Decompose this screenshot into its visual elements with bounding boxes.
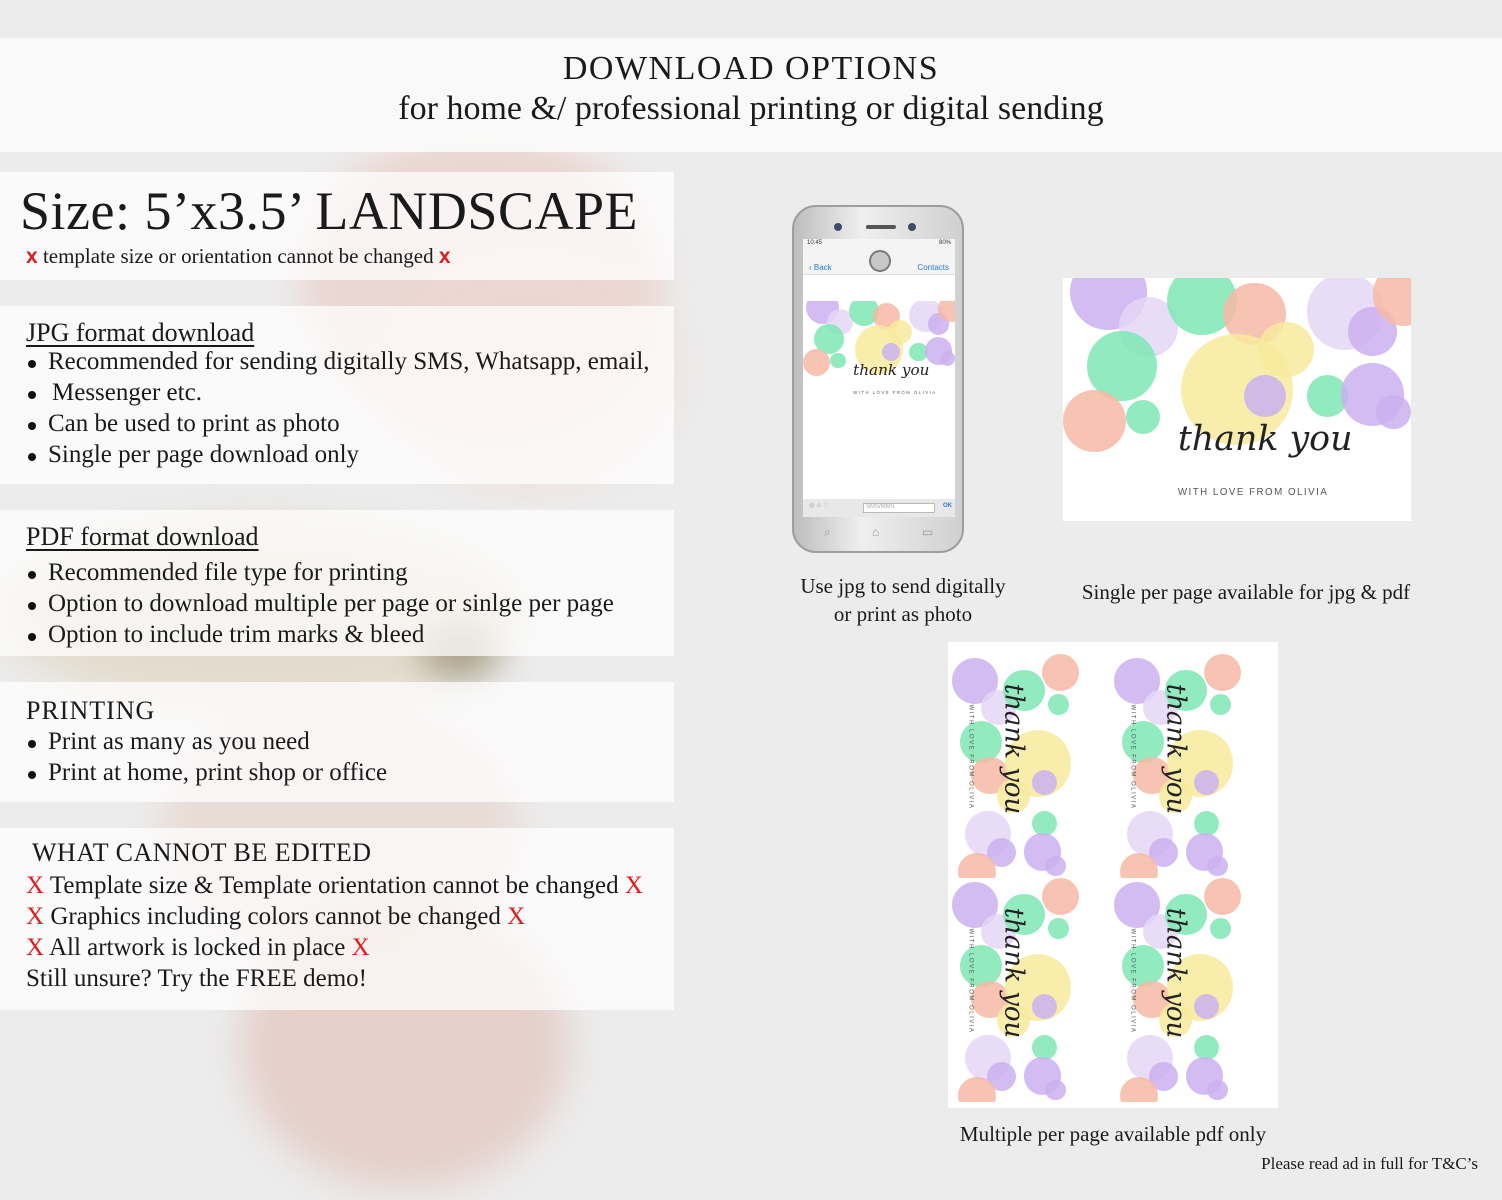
- card-signature: WITH LOVE FROM OLIVIA: [1129, 704, 1136, 810]
- message-input[interactable]: SMS/MMS: [863, 503, 935, 513]
- decor-circle: [1376, 395, 1411, 430]
- card-signature: WITH LOVE FROM OLIVIA: [967, 704, 974, 810]
- card-preview-mini: [952, 878, 1112, 1102]
- card-signature: WITH LOVE FROM OLIVIA: [967, 928, 974, 1034]
- decor-circle: [1194, 1035, 1219, 1060]
- decor-circle: [1045, 1080, 1066, 1101]
- message-bar: [803, 499, 955, 517]
- decor-circle: [1210, 918, 1231, 939]
- card-script-text: thank you: [1177, 418, 1353, 459]
- list-item: Option to include trim marks & bleed: [26, 619, 614, 650]
- size-note-text: template size or orientation cannot be changed: [42, 244, 434, 268]
- list-item: Can be used to print as photo: [26, 408, 650, 439]
- decor-circle: [1048, 918, 1069, 939]
- card-script-text: thank you: [1160, 683, 1191, 815]
- cannot-edit-lines: [26, 870, 643, 994]
- list-item: Recommended file type for printing: [26, 557, 614, 588]
- jpg-title: JPG format download: [26, 318, 255, 347]
- decor-circle: [1045, 856, 1066, 877]
- demo-line: Still unsure? Try the FREE demo!: [26, 965, 367, 992]
- status-time: 10:45: [807, 240, 823, 246]
- page-title: DOWNLOAD OPTIONS: [562, 50, 940, 87]
- card-preview-mini: [1114, 878, 1274, 1102]
- decor-circle: [940, 351, 955, 366]
- speaker-icon: [866, 225, 896, 229]
- pdf-list: [26, 557, 614, 650]
- decor-circle: [1048, 694, 1069, 715]
- card-preview-mini: [1114, 654, 1274, 878]
- cannot-edit-panel: [0, 828, 674, 1010]
- list-item: Option to download multiple per page or sinlge per page: [26, 588, 614, 619]
- decor-circle: [1042, 654, 1079, 691]
- phone-home-buttons: [806, 525, 954, 545]
- pdf-title: PDF format download: [26, 522, 259, 551]
- decor-circle: [1063, 390, 1126, 453]
- decor-circle: [1122, 945, 1164, 987]
- list-item: Print as many as you need: [26, 726, 387, 757]
- x-mark: x: [26, 245, 38, 268]
- phone-screen: [803, 239, 955, 517]
- list-item: Recommended for sending digitally SMS, Whatsapp, email,: [26, 346, 650, 377]
- restriction-line: X All artwork is locked in place X: [26, 934, 370, 961]
- camera-icon: [834, 223, 842, 231]
- search-icon: ⌕: [824, 525, 831, 539]
- multi-page-sheet: [948, 642, 1278, 1108]
- menu-icon: ▭: [922, 525, 934, 539]
- decor-circle: [960, 721, 1002, 763]
- footnote: Please read ad in full for T&C’s: [1261, 1154, 1478, 1173]
- avatar: [869, 250, 891, 272]
- header-banner: [0, 38, 1502, 152]
- x-mark: x: [438, 245, 451, 268]
- card-preview-phone: [803, 301, 955, 405]
- card-script-text: thank you: [853, 361, 930, 380]
- jpg-panel: [0, 306, 674, 484]
- decor-circle: [1122, 721, 1164, 763]
- restriction-line: X Template size & Template orientation cannot be changed X: [26, 872, 643, 899]
- decor-circle: [1204, 654, 1241, 691]
- card-preview-single: [1063, 278, 1411, 521]
- phone-earpiece: [834, 225, 926, 235]
- status-bar: [803, 239, 955, 249]
- size-note: [26, 244, 451, 269]
- decor-circle: [1126, 400, 1161, 435]
- list-item: Single per page download only: [26, 439, 650, 470]
- decor-circle: [1207, 856, 1228, 877]
- contacts-button[interactable]: Contacts: [917, 263, 949, 272]
- decor-circle: [1032, 1035, 1057, 1060]
- decor-circle: [882, 343, 900, 361]
- card-script-text: thank you: [998, 683, 1029, 815]
- page-subtitle: for home &/ professional printing or digital sending: [398, 90, 1104, 127]
- single-caption: Single per page available for jpg & pdf: [1081, 580, 1411, 604]
- cannot-edit-title: WHAT CANNOT BE EDITED: [32, 838, 372, 867]
- printing-title: PRINTING: [26, 696, 156, 725]
- status-battery: 80%: [938, 240, 951, 246]
- decor-circle: [1244, 375, 1286, 417]
- card-signature: WITH LOVE FROM OLIVIA: [1177, 486, 1329, 498]
- phone-mockup: [792, 205, 964, 553]
- camera-icon: [908, 223, 916, 231]
- decor-circle: [960, 945, 1002, 987]
- pdf-panel: [0, 510, 674, 656]
- decor-circle: [1032, 811, 1057, 836]
- printing-list: [26, 726, 387, 788]
- size-title: Size: 5’x3.5’ LANDSCAPE: [20, 181, 638, 241]
- phone-caption: Use jpg to send digitally or print as photo: [800, 574, 1006, 626]
- printing-panel: [0, 682, 674, 802]
- messages-navbar: [803, 249, 955, 275]
- decor-circle: [803, 349, 830, 376]
- jpg-list: [26, 346, 650, 470]
- camera-icon[interactable]: ◎ ☺ ♡: [809, 503, 830, 509]
- card-signature: WITH LOVE FROM OLIVIA: [853, 390, 937, 396]
- decor-circle: [1204, 878, 1241, 915]
- list-item: Print at home, print shop or office: [26, 757, 387, 788]
- home-icon: ⌂: [872, 525, 880, 539]
- card-preview-mini: [952, 654, 1112, 878]
- multiple-caption: Multiple per page available pdf only: [959, 1122, 1267, 1146]
- list-item: Messenger etc.: [26, 377, 650, 408]
- decor-circle: [1210, 694, 1231, 715]
- back-button[interactable]: ‹ Back: [809, 263, 832, 272]
- decor-circle: [1042, 878, 1079, 915]
- card-script-text: thank you: [1160, 907, 1191, 1039]
- card-signature: WITH LOVE FROM OLIVIA: [1129, 928, 1136, 1034]
- card-script-text: thank you: [998, 907, 1029, 1039]
- decor-circle: [830, 353, 845, 368]
- send-button[interactable]: OK: [943, 503, 952, 509]
- decor-circle: [1207, 1080, 1228, 1101]
- size-panel: [0, 172, 674, 280]
- decor-circle: [1194, 811, 1219, 836]
- restriction-line: X Graphics including colors cannot be changed X: [26, 903, 526, 930]
